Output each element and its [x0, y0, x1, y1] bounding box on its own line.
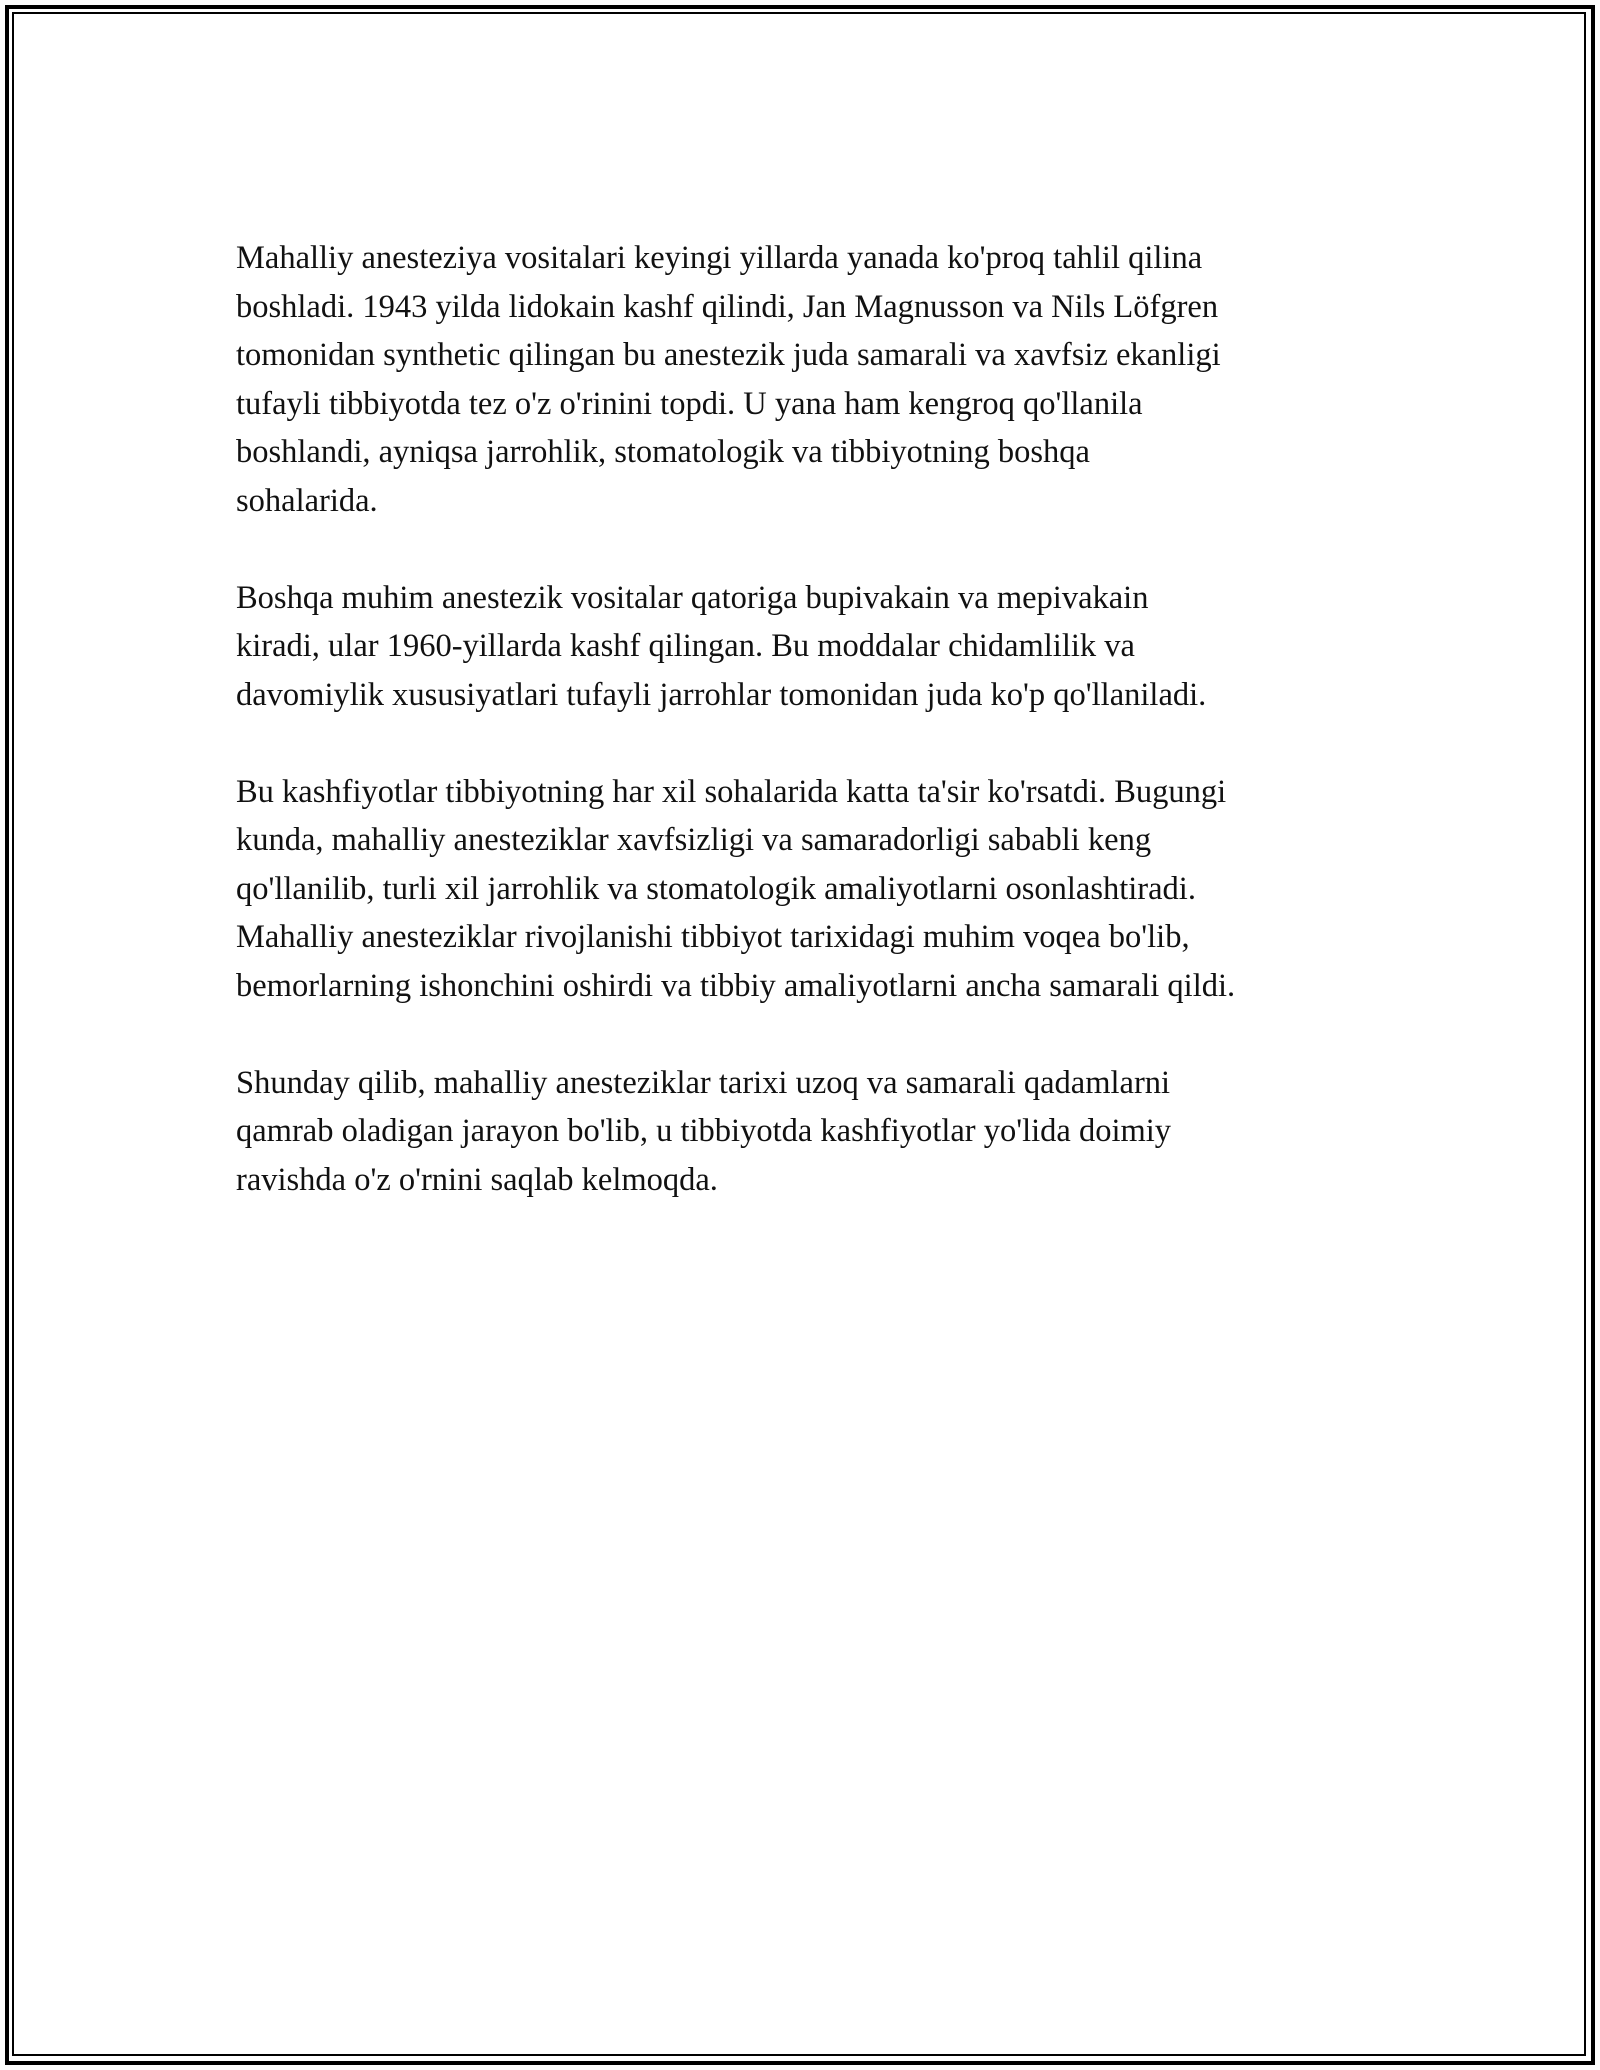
text-line: qamrab oladigan jarayon bo'lib, u tibbiyotda kashfiyotlar yo'lida doimiy — [236, 1113, 1172, 1149]
text-line: Mahalliy anesteziya vositalari keyingi yillarda yanada ko'proq tahlil qilina — [236, 240, 1203, 276]
text-line: boshladi. 1943 yilda lidokain kashf qilindi, Jan Magnusson va Nils Löfgren — [236, 288, 1219, 325]
text-line: Bu kashfiyotlar tibbiyotning har xil sohalarida katta ta'sir ko'rsatdi. Bugungi — [236, 773, 1227, 810]
text-line: ravishda o'z o'rnini saqlab kelmoqda. — [236, 1161, 718, 1198]
text-line: qo'llanilib, turli xil jarrohlik va stomatologik amaliyotlarni osonlashtiradi. — [236, 870, 1196, 907]
text-line: Boshqa muhim anestezik vositalar qatoriga bupivakain va mepivakain — [236, 579, 1149, 616]
text-line: bemorlarning ishonchini oshirdi va tibbiy amaliyotlarni ancha samarali qildi. — [236, 967, 1236, 1004]
paragraph — [236, 1059, 1376, 1205]
paragraph — [236, 234, 1376, 525]
text-line: tomonidan synthetic qilingan bu anestezik juda samarali va xavfsiz ekanligi — [236, 337, 1221, 373]
paragraph — [236, 768, 1376, 1011]
text-line: tufayli tibbiyotda tez o'z o'rinini topdi. U yana ham kengroq qo'llanila — [236, 385, 1143, 422]
paragraph — [236, 574, 1376, 720]
text-line: kiradi, ular 1960-yillarda kashf qilingan. Bu moddalar chidamlilik va — [236, 628, 1135, 664]
text-line: boshlandi, ayniqsa jarrohlik, stomatologik va tibbiyotning boshqa — [236, 434, 1090, 470]
text-line: sohalarida. — [236, 482, 378, 519]
document-body — [236, 234, 1376, 1253]
text-line: davomiylik xususiyatlari tufayli jarrohlar tomonidan juda ko'p qo'llaniladi. — [236, 676, 1207, 713]
text-line: Shunday qilib, mahalliy anesteziklar tarixi uzoq va samarali qadamlarni — [236, 1064, 1171, 1101]
text-line: Mahalliy anesteziklar rivojlanishi tibbiyot tarixidagi muhim voqea bo'lib, — [236, 919, 1190, 955]
text-line: kunda, mahalliy anesteziklar xavfsizligi va samaradorligi sababli keng — [236, 822, 1152, 858]
